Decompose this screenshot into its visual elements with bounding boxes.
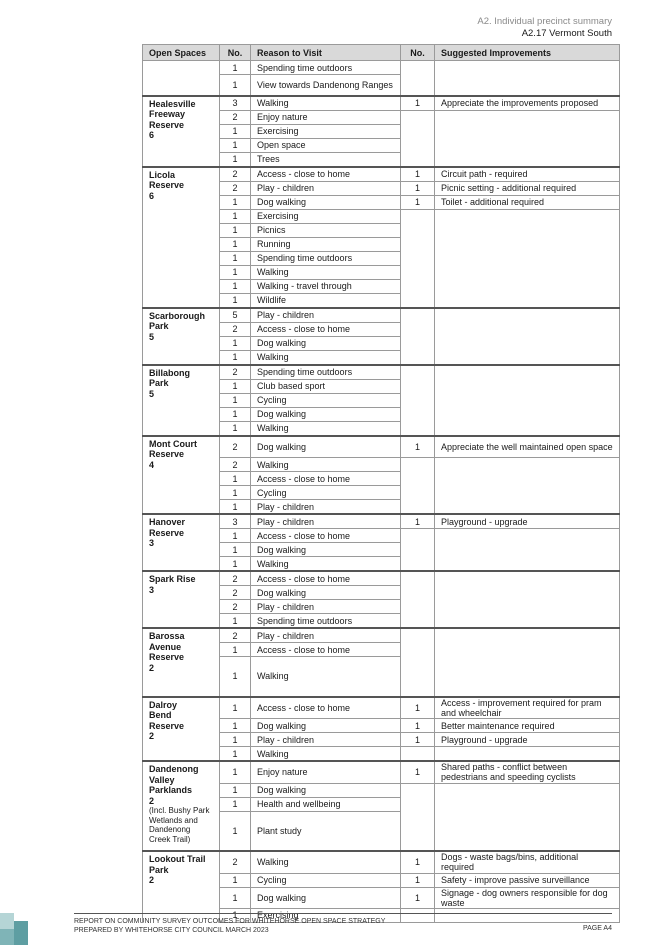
open-space-name-line: Bend xyxy=(149,710,172,720)
reason-count: 1 xyxy=(220,873,251,887)
improvement-count xyxy=(401,628,435,643)
reason-text: Play - children xyxy=(251,500,401,515)
reason-count: 1 xyxy=(220,138,251,152)
reason-count: 1 xyxy=(220,657,251,697)
reason-text: Dog walking xyxy=(251,407,401,421)
improvement-text xyxy=(435,138,620,152)
open-space-name-line: Dalroy xyxy=(149,699,178,710)
reason-count: 1 xyxy=(220,733,251,747)
reason-text: Access - close to home xyxy=(251,571,401,586)
reason-count: 1 xyxy=(220,908,251,922)
improvement-text: Picnic setting - additional required xyxy=(435,181,620,195)
reason-count: 1 xyxy=(220,75,251,96)
reason-text: Play - children xyxy=(251,733,401,747)
improvement-text xyxy=(435,643,620,657)
table-row xyxy=(143,514,620,529)
improvement-count xyxy=(401,797,435,811)
reason-count: 2 xyxy=(220,458,251,472)
reason-count: 1 xyxy=(220,61,251,75)
improvement-text xyxy=(435,543,620,557)
table-body xyxy=(143,61,620,923)
reason-text: Enjoy nature xyxy=(251,761,401,783)
reason-text: Spending time outdoors xyxy=(251,61,401,75)
improvement-text xyxy=(435,223,620,237)
improvement-count xyxy=(401,586,435,600)
reason-count: 1 xyxy=(220,223,251,237)
open-space-name-line: Park xyxy=(149,378,169,388)
table-row xyxy=(143,96,620,111)
table-row xyxy=(143,628,620,643)
reason-text: Cycling xyxy=(251,873,401,887)
improvement-count: 1 xyxy=(401,733,435,747)
improvement-text: Access - improvement required for pram and wheelchair xyxy=(435,697,620,719)
reason-count: 1 xyxy=(220,237,251,251)
reason-count: 1 xyxy=(220,887,251,908)
improvement-count: 1 xyxy=(401,436,435,458)
improvement-count xyxy=(401,783,435,797)
reason-text: Access - close to home xyxy=(251,322,401,336)
improvement-text xyxy=(435,529,620,543)
improvement-count xyxy=(401,251,435,265)
improvement-text xyxy=(435,407,620,421)
improvement-text xyxy=(435,308,620,323)
table-header-row xyxy=(143,45,620,61)
improvement-count: 1 xyxy=(401,697,435,719)
improvement-count: 1 xyxy=(401,887,435,908)
reason-count: 1 xyxy=(220,472,251,486)
reason-count: 1 xyxy=(220,486,251,500)
open-space-name-line: Barossa xyxy=(149,631,185,641)
page-number: PAGE A4 xyxy=(582,925,612,932)
improvement-text xyxy=(435,500,620,515)
reason-count: 2 xyxy=(220,571,251,586)
reason-count: 1 xyxy=(220,697,251,719)
table-row xyxy=(143,308,620,323)
improvement-text xyxy=(435,61,620,75)
improvement-count xyxy=(401,500,435,515)
reason-text: Walking xyxy=(251,747,401,762)
improvement-text xyxy=(435,293,620,308)
open-space-name-line: Dandenong xyxy=(149,764,199,774)
improvement-count xyxy=(401,811,435,851)
reason-count: 3 xyxy=(220,514,251,529)
reason-text: Access - close to home xyxy=(251,643,401,657)
open-space-name xyxy=(143,697,220,762)
reason-count: 1 xyxy=(220,407,251,421)
reason-count: 2 xyxy=(220,600,251,614)
reason-text: Walking xyxy=(251,96,401,111)
reason-count: 1 xyxy=(220,500,251,515)
col-reason: Reason to Visit xyxy=(251,45,401,61)
open-space-name-line: Mont Court xyxy=(149,438,197,449)
improvement-text: Playground - upgrade xyxy=(435,733,620,747)
improvement-text xyxy=(435,209,620,223)
open-space-note: (Incl. Bushy Park Wetlands and Dandenong Creek Trail) xyxy=(149,806,210,844)
open-space-response-count: 3 xyxy=(149,538,155,548)
improvement-text xyxy=(435,365,620,380)
reason-count: 1 xyxy=(220,557,251,572)
open-space-name xyxy=(143,61,220,96)
reason-text: Dog walking xyxy=(251,436,401,458)
reason-count: 1 xyxy=(220,152,251,167)
improvement-count xyxy=(401,365,435,380)
improvement-count xyxy=(401,614,435,629)
reason-count: 1 xyxy=(220,195,251,209)
table-row xyxy=(143,365,620,380)
reason-text: Cycling xyxy=(251,393,401,407)
page-footer xyxy=(74,913,612,935)
reason-count: 2 xyxy=(220,436,251,458)
improvement-text xyxy=(435,747,620,762)
reason-count: 1 xyxy=(220,614,251,629)
open-space-name-line: Reserve xyxy=(149,180,185,190)
open-space-response-count: 3 xyxy=(149,584,155,595)
open-space-name-line: Reserve xyxy=(149,527,185,538)
improvement-text xyxy=(435,265,620,279)
improvement-text xyxy=(435,279,620,293)
improvement-count xyxy=(401,557,435,572)
reason-count: 1 xyxy=(220,543,251,557)
reason-count: 1 xyxy=(220,643,251,657)
open-space-response-count: 2 xyxy=(149,875,155,885)
improvement-text xyxy=(435,350,620,365)
reason-count: 1 xyxy=(220,279,251,293)
footer-line-1: REPORT ON COMMUNITY SURVEY OUTCOMES FOR WHITEHORSE OPEN SPACE STRATEGY xyxy=(74,918,386,925)
improvement-count xyxy=(401,543,435,557)
improvement-count xyxy=(401,237,435,251)
improvement-text: Better maintenance required xyxy=(435,719,620,733)
reason-text: Health and wellbeing xyxy=(251,797,401,811)
improvement-count: 1 xyxy=(401,167,435,182)
improvement-count xyxy=(401,379,435,393)
open-space-name-line: Reserve xyxy=(149,720,185,731)
open-space-name-line: Reserve xyxy=(149,119,185,130)
reason-text: Dog walking xyxy=(251,336,401,350)
open-space-response-count: 5 xyxy=(149,331,155,342)
open-space-name xyxy=(143,514,220,571)
improvement-count xyxy=(401,152,435,167)
reason-text: Wildlife xyxy=(251,293,401,308)
improvement-text xyxy=(435,628,620,643)
reason-count: 1 xyxy=(220,761,251,783)
improvement-count xyxy=(401,458,435,472)
improvement-count xyxy=(401,571,435,586)
improvement-count xyxy=(401,110,435,124)
reason-count: 1 xyxy=(220,350,251,365)
reason-text: Picnics xyxy=(251,223,401,237)
open-space-name xyxy=(143,365,220,436)
improvement-count xyxy=(401,407,435,421)
open-space-response-count: 6 xyxy=(149,190,155,201)
improvement-count xyxy=(401,308,435,323)
open-space-name-line: Billabong xyxy=(149,367,190,378)
reason-text: Plant study xyxy=(251,811,401,851)
improvement-text xyxy=(435,393,620,407)
reason-text: Walking xyxy=(251,350,401,365)
reason-text: Walking xyxy=(251,421,401,436)
open-space-name-line: Healesville xyxy=(149,98,196,109)
open-space-name-line: Parklands xyxy=(149,785,193,795)
reason-text: View towards Dandenong Ranges xyxy=(251,75,401,96)
reason-text: Dog walking xyxy=(251,887,401,908)
reason-count: 2 xyxy=(220,851,251,873)
improvement-text: Signage - dog owners responsible for dog waste xyxy=(435,887,620,908)
improvement-text xyxy=(435,152,620,167)
reason-text: Exercising xyxy=(251,209,401,223)
reason-text: Play - children xyxy=(251,514,401,529)
reason-text: Play - children xyxy=(251,181,401,195)
table-row xyxy=(143,61,620,75)
open-space-name-line: Lookout Trail xyxy=(149,854,206,864)
open-space-response-count: 4 xyxy=(149,459,155,470)
improvement-count: 1 xyxy=(401,195,435,209)
open-space-name xyxy=(143,851,220,922)
table-row xyxy=(143,571,620,586)
reason-count: 2 xyxy=(220,181,251,195)
improvement-count: 1 xyxy=(401,514,435,529)
reason-text: Trees xyxy=(251,152,401,167)
open-space-response-count: 2 xyxy=(149,795,155,806)
improvement-count xyxy=(401,643,435,657)
reason-count: 1 xyxy=(220,293,251,308)
reason-text: Walking - travel through xyxy=(251,279,401,293)
improvement-count xyxy=(401,124,435,138)
improvement-text xyxy=(435,783,620,797)
improvement-count xyxy=(401,209,435,223)
table-row xyxy=(143,761,620,783)
open-space-name-line: Reserve xyxy=(149,449,185,459)
improvement-text xyxy=(435,486,620,500)
reason-text: Walking xyxy=(251,265,401,279)
improvement-text: Dogs - waste bags/bins, additional required xyxy=(435,851,620,873)
reason-count: 1 xyxy=(220,421,251,436)
reason-text: Open space xyxy=(251,138,401,152)
improvement-text xyxy=(435,571,620,586)
improvement-text xyxy=(435,797,620,811)
reason-count: 1 xyxy=(220,719,251,733)
open-space-name xyxy=(143,571,220,628)
improvement-count xyxy=(401,75,435,96)
improvement-text xyxy=(435,586,620,600)
reason-text: Access - close to home xyxy=(251,472,401,486)
open-space-name xyxy=(143,436,220,515)
reason-count: 1 xyxy=(220,379,251,393)
improvement-text xyxy=(435,124,620,138)
reason-text: Spending time outdoors xyxy=(251,251,401,265)
reason-count: 1 xyxy=(220,747,251,762)
open-space-response-count: 2 xyxy=(149,662,155,673)
reason-text: Access - close to home xyxy=(251,697,401,719)
reason-text: Dog walking xyxy=(251,719,401,733)
improvement-text xyxy=(435,237,620,251)
reason-count: 1 xyxy=(220,529,251,543)
reason-count: 2 xyxy=(220,322,251,336)
improvement-text xyxy=(435,557,620,572)
survey-table xyxy=(142,44,620,923)
table-row xyxy=(143,167,620,182)
reason-text: Exercising xyxy=(251,908,401,922)
open-space-name xyxy=(143,96,220,167)
reason-count: 2 xyxy=(220,586,251,600)
reason-text: Access - close to home xyxy=(251,167,401,182)
improvement-count xyxy=(401,61,435,75)
improvement-count xyxy=(401,747,435,762)
col-no-improvement: No. xyxy=(401,45,435,61)
reason-count: 1 xyxy=(220,797,251,811)
improvement-count: 1 xyxy=(401,719,435,733)
open-space-response-count: 2 xyxy=(149,731,155,741)
open-space-name-line: Freeway xyxy=(149,109,186,119)
table-row xyxy=(143,436,620,458)
precinct-title: A2.17 Vermont South xyxy=(521,28,612,39)
reason-count: 1 xyxy=(220,209,251,223)
open-space-name xyxy=(143,308,220,365)
improvement-text xyxy=(435,472,620,486)
reason-text: Walking xyxy=(251,851,401,873)
improvement-count: 1 xyxy=(401,761,435,783)
reason-text: Walking xyxy=(251,557,401,572)
improvement-count: 1 xyxy=(401,181,435,195)
open-space-name-line: Spark Rise xyxy=(149,574,196,584)
improvement-text xyxy=(435,379,620,393)
improvement-count xyxy=(401,529,435,543)
reason-text: Access - close to home xyxy=(251,529,401,543)
reason-text: Spending time outdoors xyxy=(251,365,401,380)
reason-text: Exercising xyxy=(251,124,401,138)
improvement-count xyxy=(401,393,435,407)
section-title: A2. Individual precinct summary xyxy=(477,16,612,27)
improvement-count: 1 xyxy=(401,873,435,887)
improvement-text xyxy=(435,421,620,436)
improvement-text: Safety - improve passive surveillance xyxy=(435,873,620,887)
reason-text: Play - children xyxy=(251,600,401,614)
improvement-text xyxy=(435,600,620,614)
reason-count: 1 xyxy=(220,393,251,407)
improvement-count xyxy=(401,293,435,308)
reason-count: 3 xyxy=(220,96,251,111)
page-header xyxy=(477,16,612,40)
open-space-response-count: 5 xyxy=(149,388,155,399)
improvement-count xyxy=(401,421,435,436)
reason-text: Cycling xyxy=(251,486,401,500)
improvement-count xyxy=(401,322,435,336)
reason-count: 2 xyxy=(220,110,251,124)
reason-text: Walking xyxy=(251,458,401,472)
improvement-count xyxy=(401,138,435,152)
reason-text: Play - children xyxy=(251,628,401,643)
open-space-name-line: Park xyxy=(149,864,169,875)
improvement-count xyxy=(401,223,435,237)
improvement-text xyxy=(435,336,620,350)
improvement-count xyxy=(401,279,435,293)
open-space-name-line: Park xyxy=(149,321,169,331)
page-tab-marker xyxy=(0,913,28,945)
reason-count: 1 xyxy=(220,811,251,851)
improvement-text xyxy=(435,110,620,124)
reason-count: 1 xyxy=(220,336,251,350)
reason-text: Enjoy nature xyxy=(251,110,401,124)
improvement-text xyxy=(435,657,620,697)
improvement-text xyxy=(435,322,620,336)
improvement-text xyxy=(435,458,620,472)
open-space-name-line: Reserve xyxy=(149,652,185,662)
improvement-count xyxy=(401,486,435,500)
reason-text: Club based sport xyxy=(251,379,401,393)
improvement-count xyxy=(401,472,435,486)
reason-count: 1 xyxy=(220,124,251,138)
improvement-text: Shared paths - conflict between pedestrians and speeding cyclists xyxy=(435,761,620,783)
improvement-text: Playground - upgrade xyxy=(435,514,620,529)
open-space-name-line: Valley xyxy=(149,774,175,785)
reason-text: Running xyxy=(251,237,401,251)
improvement-text xyxy=(435,811,620,851)
reason-text: Dog walking xyxy=(251,543,401,557)
improvement-text: Appreciate the improvements proposed xyxy=(435,96,620,111)
reason-count: 2 xyxy=(220,628,251,643)
reason-text: Walking xyxy=(251,657,401,697)
reason-count: 2 xyxy=(220,167,251,182)
reason-text: Dog walking xyxy=(251,586,401,600)
improvement-text xyxy=(435,614,620,629)
reason-count: 1 xyxy=(220,783,251,797)
col-open-spaces: Open Spaces xyxy=(143,45,220,61)
reason-count: 5 xyxy=(220,308,251,323)
improvement-count xyxy=(401,336,435,350)
improvement-count xyxy=(401,657,435,697)
open-space-name xyxy=(143,761,220,851)
footer-line-2: PREPARED BY WHITEHORSE CITY COUNCIL MARCH 2023 xyxy=(74,927,269,934)
reason-text: Dog walking xyxy=(251,783,401,797)
open-space-name-line: Avenue xyxy=(149,641,182,652)
open-space-name-line: Hanover xyxy=(149,517,186,527)
improvement-count: 1 xyxy=(401,851,435,873)
reason-text: Dog walking xyxy=(251,195,401,209)
open-space-name-line: Licola xyxy=(149,169,176,180)
open-space-response-count: 6 xyxy=(149,130,155,140)
improvement-count: 1 xyxy=(401,96,435,111)
improvement-count xyxy=(401,350,435,365)
reason-count: 1 xyxy=(220,265,251,279)
improvement-text xyxy=(435,75,620,96)
reason-text: Play - children xyxy=(251,308,401,323)
improvement-text: Toilet - additional required xyxy=(435,195,620,209)
improvement-count xyxy=(401,600,435,614)
open-space-name-line: Scarborough xyxy=(149,310,206,321)
improvement-count xyxy=(401,265,435,279)
col-improvements: Suggested Improvements xyxy=(435,45,620,61)
open-space-name xyxy=(143,167,220,308)
col-no-reason: No. xyxy=(220,45,251,61)
open-space-name xyxy=(143,628,220,697)
improvement-text: Circuit path - required xyxy=(435,167,620,182)
table-row xyxy=(143,697,620,719)
reason-text: Spending time outdoors xyxy=(251,614,401,629)
table-row xyxy=(143,851,620,873)
improvement-text xyxy=(435,251,620,265)
reason-count: 2 xyxy=(220,365,251,380)
improvement-text: Appreciate the well maintained open space xyxy=(435,436,620,458)
reason-count: 1 xyxy=(220,251,251,265)
